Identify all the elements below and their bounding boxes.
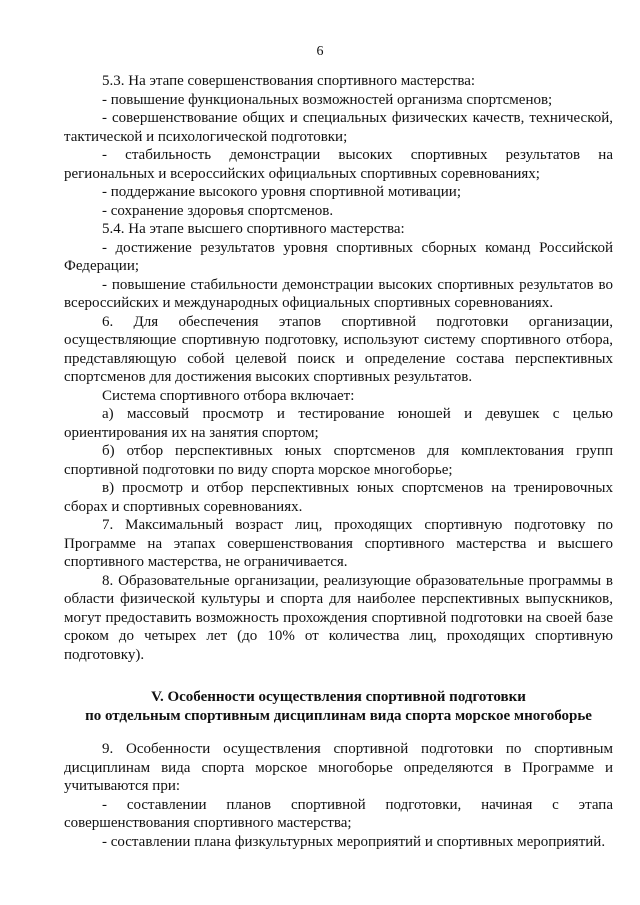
list-item: б) отбор перспективных юных спортсменов для комплектования групп спортивной подготовки по виду спорта морское многоборье; [64,443,613,478]
paragraph-9: 9. Особенности осуществления спортивной подготовки по спортивным дисциплинам вида спорта морское многоборье определяются в Программе и учитываются при: [64,741,613,794]
section-heading-line-1: V. Особенности осуществления спортивной подготовки [151,689,526,705]
list-item: - повышение стабильности демонстрации высоких спортивных результатов во всероссийских и международных официальных спортивных соревнованиях. [64,276,613,311]
list-item: - совершенствование общих и специальных физических качеств, технической, тактической и психологической подготовки; [64,110,613,145]
page-number: 6 [316,44,324,59]
document-body [64,72,613,851]
list-item: - стабильность демонстрации высоких спортивных результатов на региональных и всероссийских официальных спортивных соревнованиях; [64,147,613,182]
list-item: - повышение функциональных возможностей организма спортсменов; [102,91,553,108]
paragraph-selection-system: Система спортивного отбора включает: [102,387,355,404]
list-item: - поддержание высокого уровня спортивной мотивации; [102,184,462,200]
list-item: - сохранение здоровья спортсменов. [102,202,334,219]
list-item: в) просмотр и отбор перспективных юных спортсменов на тренировочных сборах и спортивных соревнованиях. [64,480,613,515]
paragraph-8: 8. Образовательные организации, реализующие образовательные программы в области физической культуры и спорта для наиболее перспективных выпускников, могут предоставить возможность прохождения спортивной подготовки на своей базе сроком до четырех лет (до 10% от количества лиц, проходящих спортивную подготовку). [64,572,613,663]
section-gap [64,664,613,688]
list-item: - составлении планов спортивной подготовки, начиная с этапа совершенствования спортивного мастерства; [64,796,613,831]
list-item: - достижение результатов уровня спортивных сборных команд Российской Федерации; [64,239,613,274]
paragraph-5-3: 5.3. На этапе совершенствования спортивного мастерства: [102,73,476,89]
paragraph-6: 6. Для обеспечения этапов спортивной подготовки организации, осуществляющие спортивную подготовку, используют систему спортивного отбора, представляющую собой целевой поиск и определение состава перспективных спортсменов для достижения высоких спортивных результатов. [64,313,613,385]
list-item: а) массовый просмотр и тестирование юношей и девушек с целью ориентирования их на занятия спортом; [64,406,613,441]
list-item: - составлении плана физкультурных мероприятий и спортивных мероприятий. [102,833,606,850]
section-heading-line-2: по отдельным спортивным дисциплинам вида спорта морское многоборье [85,708,592,724]
paragraph-7: 7. Максимальный возраст лиц, проходящих спортивную подготовку по Программе на этапах совершенствования спортивного мастерства и высшего спортивного мастерства, не ограничивается. [64,517,613,570]
paragraph-5-4: 5.4. На этапе высшего спортивного мастерства: [102,221,405,237]
